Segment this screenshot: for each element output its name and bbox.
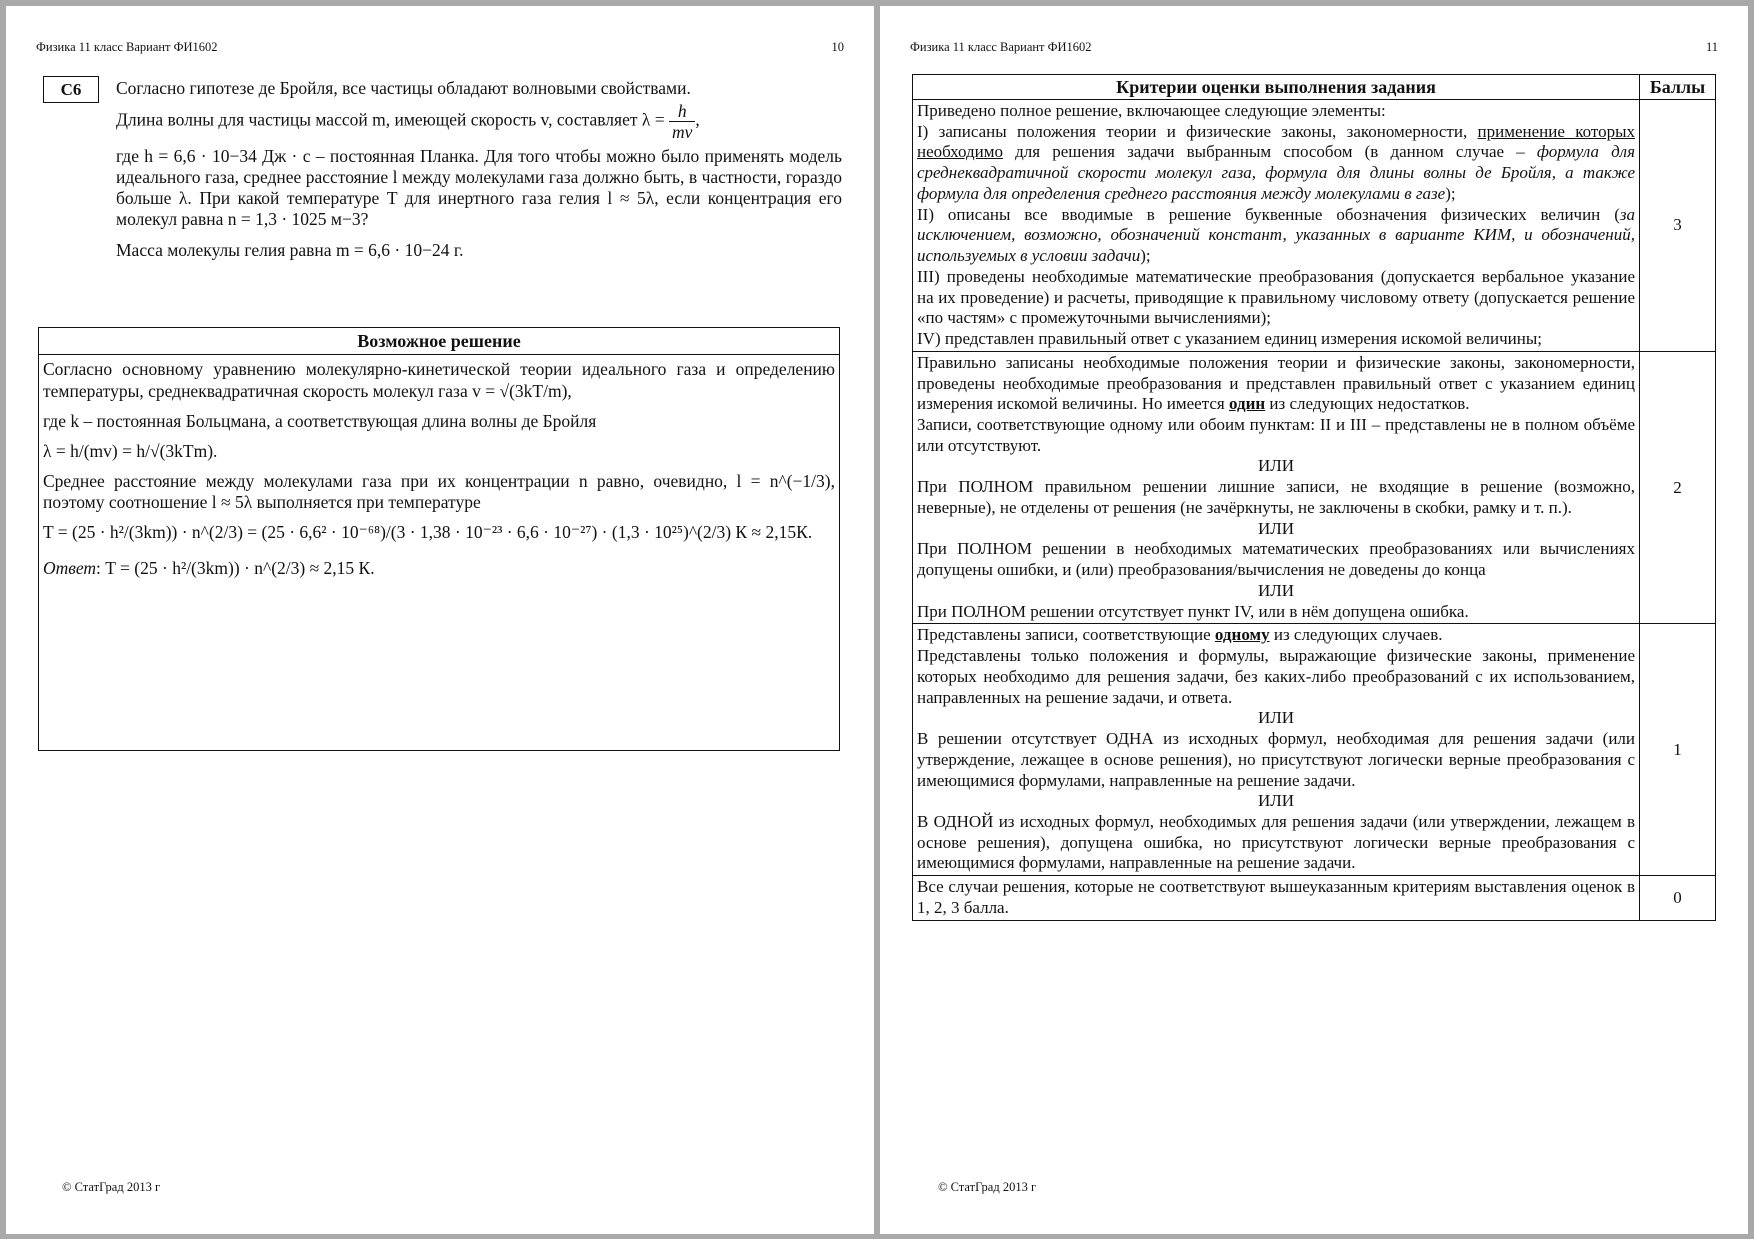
criteria-points: 3 — [1640, 100, 1716, 352]
page-header: Физика 11 класс Вариант ФИ1602 — [36, 40, 218, 54]
solution-temperature: T = (25 · h²/(3km)) · n^(2/3) = (25 · 6,6² · 10⁻⁶⁸)/(3 · 1,38 · 10⁻²³ · 6,6 · 10⁻²⁷) · (1,3 · 10²⁵)^(2/3) К ≈ 2,15К. — [43, 522, 813, 543]
criteria-text: Все случаи решения, которые не соответствуют вышеуказанным критериям выставления оценок в 1, 2, 3 балла. — [913, 876, 1640, 920]
criteria-points: 2 — [1640, 351, 1716, 624]
criteria-points: 1 — [1640, 624, 1716, 876]
task-label: С6 — [43, 76, 99, 103]
solution-answer: Ответ: T = (25 · h²/(3km)) · n^(2/3) ≈ 2,15 К. — [43, 558, 375, 579]
criteria-table — [912, 74, 1716, 921]
page-footer: © СтатГрад 2013 г — [938, 1180, 1037, 1194]
solution-title: Возможное решение — [39, 328, 839, 355]
solution-para1: Согласно основному уравнению молекулярно-кинетической теории идеального газа и определению температуры, среднеквадратичная скорость молекул газа v = √(3kT/m), — [43, 359, 835, 401]
page-footer: © СтатГрад 2013 г — [62, 1180, 161, 1194]
criteria-text: Приведено полное решение, включающее следующие элементы: I) записаны положения теории и физические законы, закономерности, применение которых необходимо для решения задачи выбранным способом (в данном случае – формула для среднеквадратичной скорости молекул газа, формула для длины волны де Бройля, а также формула для определения среднего расстояния между молекулами в газе); II) описаны все вводимые в решение буквенные обозначения физических величин (за исключением, возможно, обозначений констант, указанных в варианте КИМ, и обозначений, используемых в условии задачи); III) проведены необходимые математические преобразования (допускается вербальное указание на их проведение) и расчеты, приводящие к правильному числовому ответу (допускается решение «по частям» с промежуточными вычислениями); IV) представлен правильный ответ с указанием единиц измерения искомой величины; — [913, 100, 1640, 352]
table-header-row — [913, 75, 1716, 100]
task-line1: Согласно гипотезе де Бройля, все частицы обладают волновыми свойствами. — [116, 78, 691, 98]
criteria-row-1 — [913, 624, 1716, 876]
points-column-header: Баллы — [1640, 75, 1716, 100]
criteria-text: Представлены записи, соответствующие одному из следующих случаев. Представлены только положения и формулы, выражающие физические законы, применение которых необходимо для решения задачи, без каких-либо преобразований с их использованием, направленных на решение задачи, и ответа. ИЛИ В решении отсутствует ОДНА из исходных формул, необходимая для решения задачи (или утверждение, лежащее в основе решения), но присутствуют логически верные преобразования с имеющимися формулами, направленные на решение задачи. ИЛИ В ОДНОЙ из исходных формул, необходимых для решения задачи (или утверждении, лежащем в основе решения), допущена ошибка, но присутствуют логически верные преобразования с имеющимися формулами, направленные на решение задачи. — [913, 624, 1640, 876]
criteria-row-0 — [913, 876, 1716, 920]
task-line2: Длина волны для частицы массой m, имеющей скорость v, составляет λ = $\frac{h}{mv}$ , — [116, 101, 700, 143]
criteria-row-3 — [913, 100, 1716, 352]
solution-para3: Среднее расстояние между молекулами газа при их концентрации n равно, очевидно, l = n^(−1/3), поэтому соотношение l ≈ 5λ выполняется при температуре — [43, 470, 835, 513]
criteria-column-header: Критерии оценки выполнения задания — [913, 75, 1640, 100]
solution-lambda: λ = h/(mv) = h/√(3kTm). — [43, 440, 218, 461]
task-mass: Масса молекулы гелия равна m = 6,6 · 10−24 г. — [116, 240, 464, 261]
criteria-row-2 — [913, 351, 1716, 624]
lambda-formula: $\frac{h}{mv}$ — [669, 101, 695, 142]
criteria-points: 0 — [1640, 876, 1716, 920]
task-text — [116, 78, 842, 261]
page-number: 11 — [1705, 40, 1718, 54]
criteria-text: Правильно записаны необходимые положения теории и физические законы, закономерности, проведены необходимые преобразования и представлен правильный ответ с указанием единиц измерения искомой величины. Но имеется один из следующих недостатков. Записи, соответствующие одному или обоим пунктам: II и III – представлены не в полном объёме или отсутствуют. ИЛИ При ПОЛНОМ правильном решении лишние записи, не входящие в решение (возможно, неверные), не отделены от решения (не зачёркнуты, не заключены в скобки, рамку и т. п.). ИЛИ При ПОЛНОМ решении в необходимых математических преобразованиях или вычислениях допущены ошибки, и (или) преобразования/вычисления не доведены до конца ИЛИ При ПОЛНОМ решении отсутствует пункт IV, или в нём допущена ошибка. — [913, 351, 1640, 624]
left-page — [6, 6, 874, 1234]
right-page — [880, 6, 1748, 1234]
task-conditions: где h = 6,6 · 10−34 Дж · с – постоянная Планка. Для того чтобы можно было применять модель идеального газа, среднее расстояние l между молекулами газа должно быть, в частности, гораздо больше λ. При какой температуре T для инертного газа гелия l ≈ 5λ, если концентрация его молекул равна n = 1,3 · 1025 м−3? — [116, 146, 842, 230]
page-number: 10 — [831, 40, 844, 54]
solution-para2: где k – постоянная Больцмана, а соответствующая длина волны де Бройля — [43, 410, 597, 431]
solution-body — [39, 355, 839, 580]
solution-box — [38, 327, 840, 751]
page-header: Физика 11 класс Вариант ФИ1602 — [910, 40, 1092, 54]
